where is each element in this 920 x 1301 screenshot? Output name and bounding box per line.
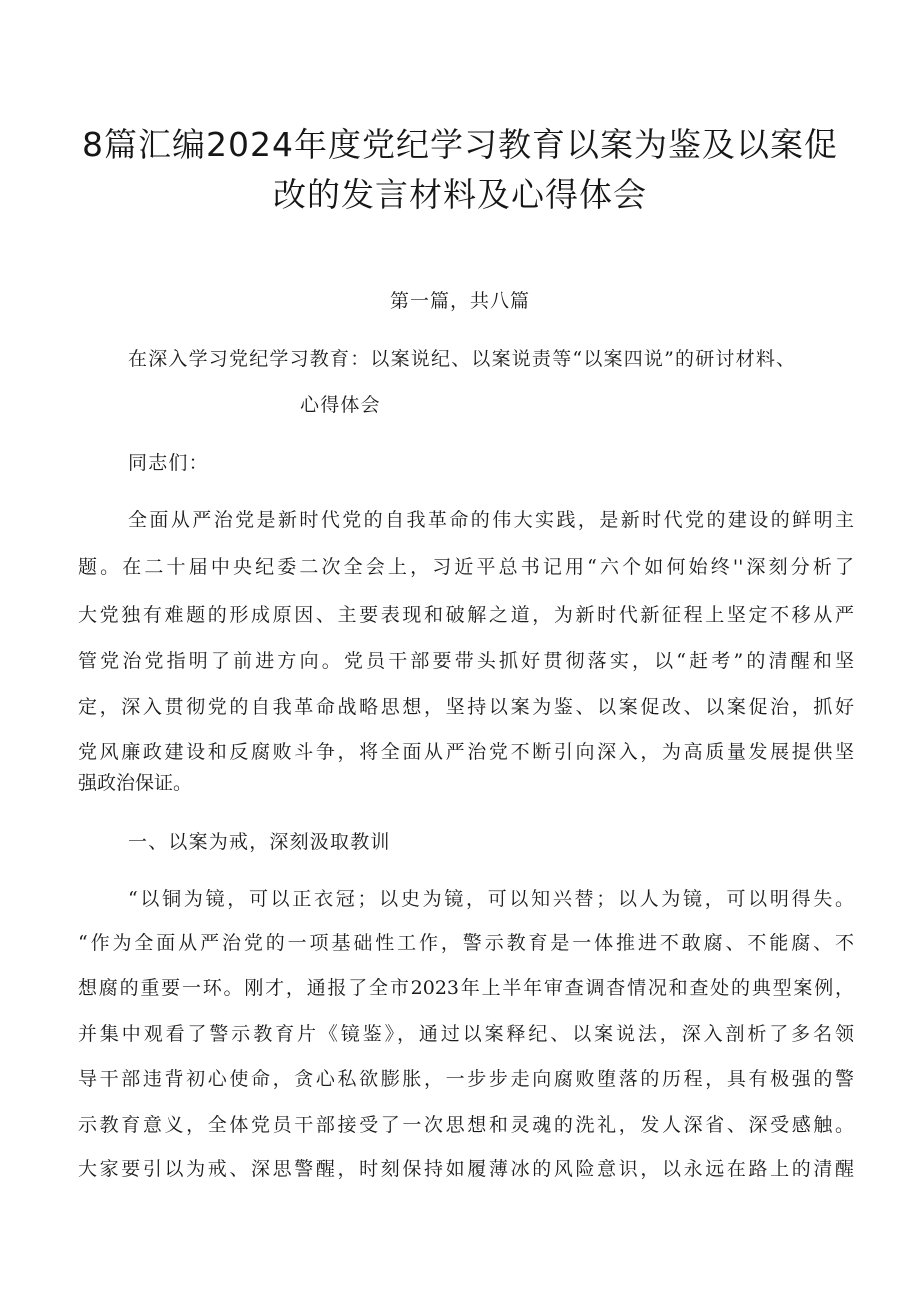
paragraph-1-line: 党风廉政建设和反腐败斗争，将全面从严治党不断引向深入，为高质量发展提供坚 [78,741,854,763]
paragraph-1-line: 定，深入贯彻党的自我革命战略思想，坚持以案为鉴、以案促改、以案促治，抓好 [78,696,854,718]
paragraph-1-line: 全面从严治党是新时代党的自我革命的伟大实践，是新时代党的建设的鲜明主 [128,509,854,531]
paragraph-2-line: “作为全面从严治党的一项基础性工作，警示教育是一体推进不敢腐、不能腐、不 [78,932,854,954]
part-label: 第一篇，共八篇 [389,290,530,312]
paragraph-2-line: 导干部违背初心使命，贪心私欲膨胀，一步步走向腐败堕落的历程，具有极强的警 [78,1068,854,1090]
salutation: 同志们： [128,452,209,474]
paragraph-2-line: “以铜为镜，可以正衣冠；以史为镜，可以知兴替；以人为镜，可以明得失。 [128,888,854,910]
paragraph-2-line: 想腐的重要一环。刚才，通报了全市2023年上半年审查调杳情况和查处的典型案例， [78,977,854,999]
paragraph-2-line: 大家要引以为戒、深思警醒，时刻保持如履薄冰的风险意识，以永远在路上的清醒 [78,1158,854,1180]
paragraph-1-line: 强政治保证。 [78,772,193,794]
subtitle-line-1: 在深入学习党纪学习教育：以案说纪、以案说责等“以案四说”的研讨材料、 [128,348,797,370]
document-title-line-1: 8篇汇编2024年度党纪学习教育以案为鉴及以案促 [82,125,838,164]
subtitle-line-2: 心得体会 [300,394,381,416]
section-heading-1: 一、以案为戒，深刻汲取教训 [128,831,391,853]
paragraph-1-line: 管党治党指明了前进方向。党员干部要带头抓好贯彻落实，以“赶考”的清醒和坚 [78,650,854,672]
paragraph-1-line: 题。在二十届中央纪委二次全会上，习近平总书记用“六个如何始终''深刻分析了 [78,556,854,578]
paragraph-2-line: 并集中观看了警示教育片《镜鉴》，通过以案释纪、以案说法，深入剖析了多名领 [78,1023,854,1045]
document-title-line-2: 改的发言材料及心得体会 [273,175,647,214]
paragraph-2-line: 示教育意义，全体党员干部接受了一次思想和灵魂的洗礼，发人深省、深受感触。 [78,1114,854,1136]
paragraph-1-line: 大党独有难题的形成原因、主要表现和破解之道，为新时代新征程上坚定不移从严 [78,604,854,626]
